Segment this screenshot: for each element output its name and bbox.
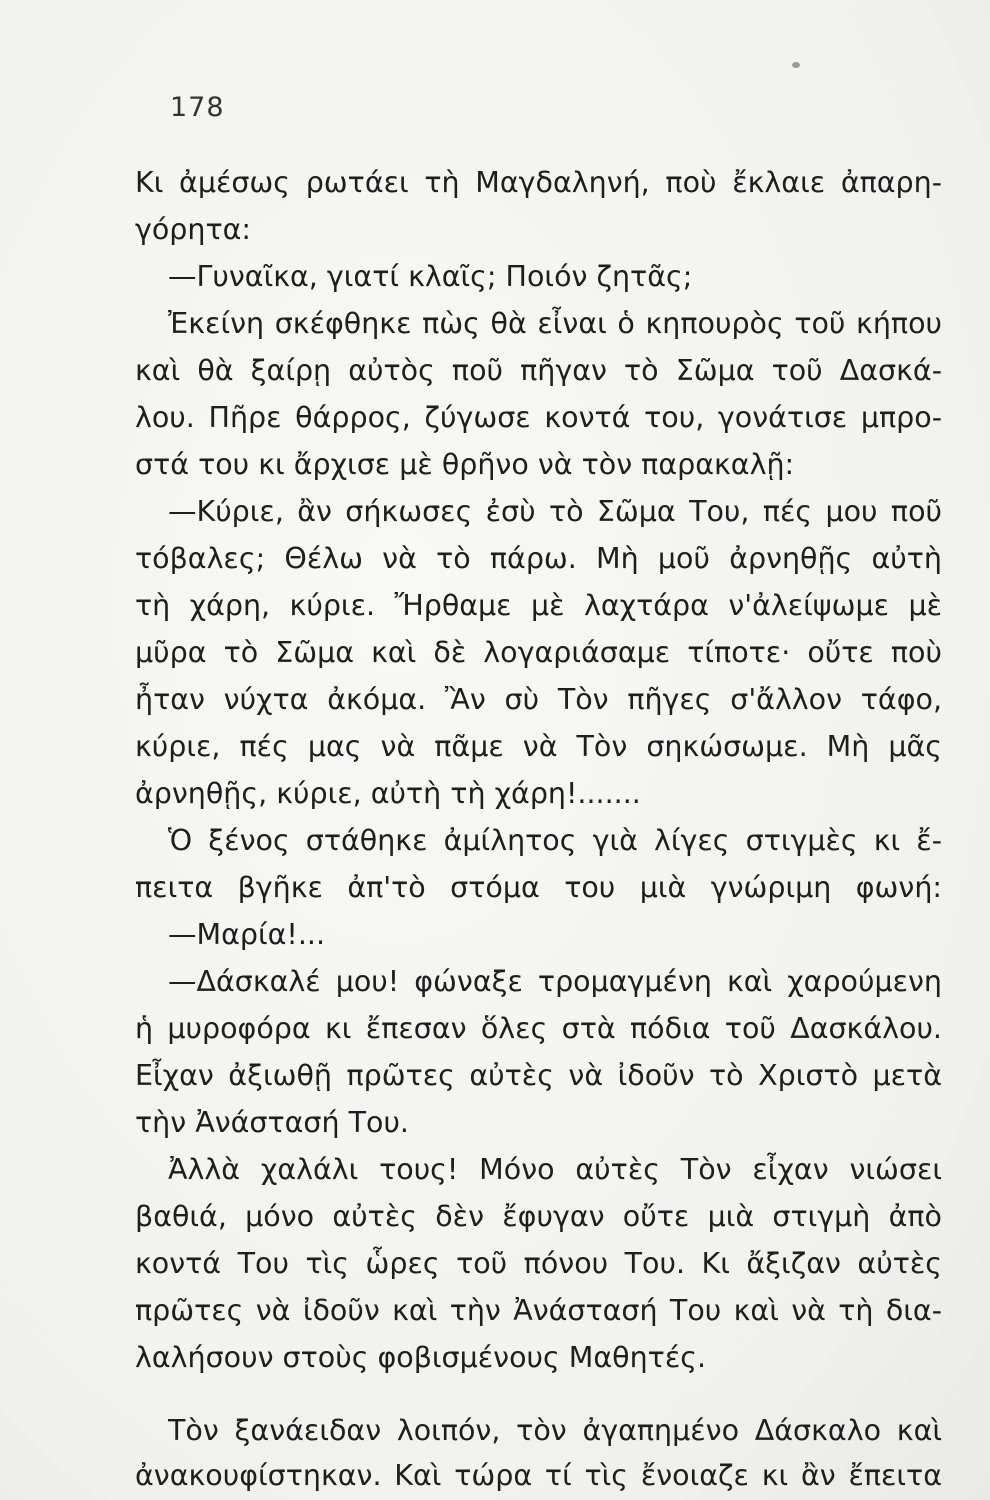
text-line: πειτα βγῆκε ἀπ'τὸ στόμα του μιὰ γνώριμη φωνή: — [135, 871, 942, 904]
text-line: —Δάσκαλέ μου! φώναξε τρομαγμένη καὶ χαρούμενη — [168, 965, 942, 998]
text-line: κύριε, πές μας νὰ πᾶμε νὰ Τὸν σηκώσωμε. Μὴ μᾶς — [135, 730, 942, 763]
text-line: λαλήσουν στοὺς φοβισμένους Μαθητές. — [135, 1341, 707, 1374]
text-line: ἡ μυροφόρα κι ἔπεσαν ὅλες στὰ πόδια τοῦ Δασκάλου. — [135, 1012, 942, 1045]
text-line: Ὁ ξένος στάθηκε ἀμίλητος γιὰ λίγες στιγμὲς κι ἔ- — [168, 824, 942, 857]
text-line: βαθιά, μόνο αὐτὲς δὲν ἔφυγαν οὔτε μιὰ στιγμὴ ἀπὸ — [135, 1200, 942, 1233]
text-line: πρῶτες νὰ ἰδοῦν καὶ τὴν Ἀνάστασή Του καὶ νὰ τὴ δια- — [135, 1294, 942, 1327]
text-line: τὴ χάρη, κύριε. Ἤρθαμε μὲ λαχτάρα ν'ἀλείψωμε μὲ — [135, 589, 942, 622]
ink-speck — [792, 62, 800, 68]
text-line: τόβαλες; Θέλω νὰ τὸ πάρω. Μὴ μοῦ ἀρνηθῇς αὐτὴ — [135, 542, 942, 575]
text-line: ἦταν νύχτα ἀκόμα. Ἂν σὺ Τὸν πῆγες σ'ἄλλον τάφο, — [135, 683, 942, 716]
text-line: γόρητα: — [135, 213, 252, 246]
text-line: Τὸν ξανάειδαν λοιπόν, τὸν ἀγαπημένο Δάσκαλο καὶ — [168, 1414, 942, 1447]
text-line: —Μαρία!... — [168, 918, 326, 951]
text-line: —Γυναῖκα, γιατί κλαῖς; Ποιόν ζητᾶς; — [168, 260, 693, 293]
text-line: τὴν Ἀνάστασή Του. — [135, 1106, 409, 1139]
text-line: Ἐκείνη σκέφθηκε πὼς θὰ εἶναι ὁ κηπουρὸς τοῦ κήπου — [168, 307, 942, 340]
text-line: στά του κι ἄρχισε μὲ θρῆνο νὰ τὸν παρακαλῇ: — [135, 448, 795, 481]
text-line: κοντά Του τὶς ὧρες τοῦ πόνου Του. Κι ἄξιζαν αὐτὲς — [135, 1247, 942, 1280]
text-line: Κι ἀμέσως ρωτάει τὴ Μαγδαληνή, ποὺ ἔκλαιε ἀπαρη- — [135, 166, 942, 199]
text-line: ἀρνηθῇς, κύριε, αὐτὴ τὴ χάρη!....... — [135, 777, 641, 810]
text-line: μῦρα τὸ Σῶμα καὶ δὲ λογαριάσαμε τίποτε· οὔτε ποὺ — [135, 636, 942, 669]
text-line: ἀνακουφίστηκαν. Καὶ τώρα τί τὶς ἔνοιαζε κι ἂν ἔπειτα — [135, 1459, 942, 1492]
text-line: Εἶχαν ἀξιωθῇ πρῶτες αὐτὲς νὰ ἰδοῦν τὸ Χριστὸ μετὰ — [135, 1059, 942, 1092]
text-line: καὶ θὰ ξαίρῃ αὐτὸς ποῦ πῆγαν τὸ Σῶμα τοῦ Δασκά- — [135, 354, 942, 387]
text-line: Ἀλλὰ χαλάλι τους! Μόνο αὐτὲς Τὸν εἶχαν νιώσει — [168, 1153, 942, 1186]
page-number: 178 — [170, 92, 225, 123]
text-line: λου. Πῆρε θάρρος, ζύγωσε κοντά του, γονάτισε μπρο- — [135, 401, 942, 434]
text-line: —Κύριε, ἂν σήκωσες ἐσὺ τὸ Σῶμα Του, πές μου ποῦ — [168, 495, 942, 528]
